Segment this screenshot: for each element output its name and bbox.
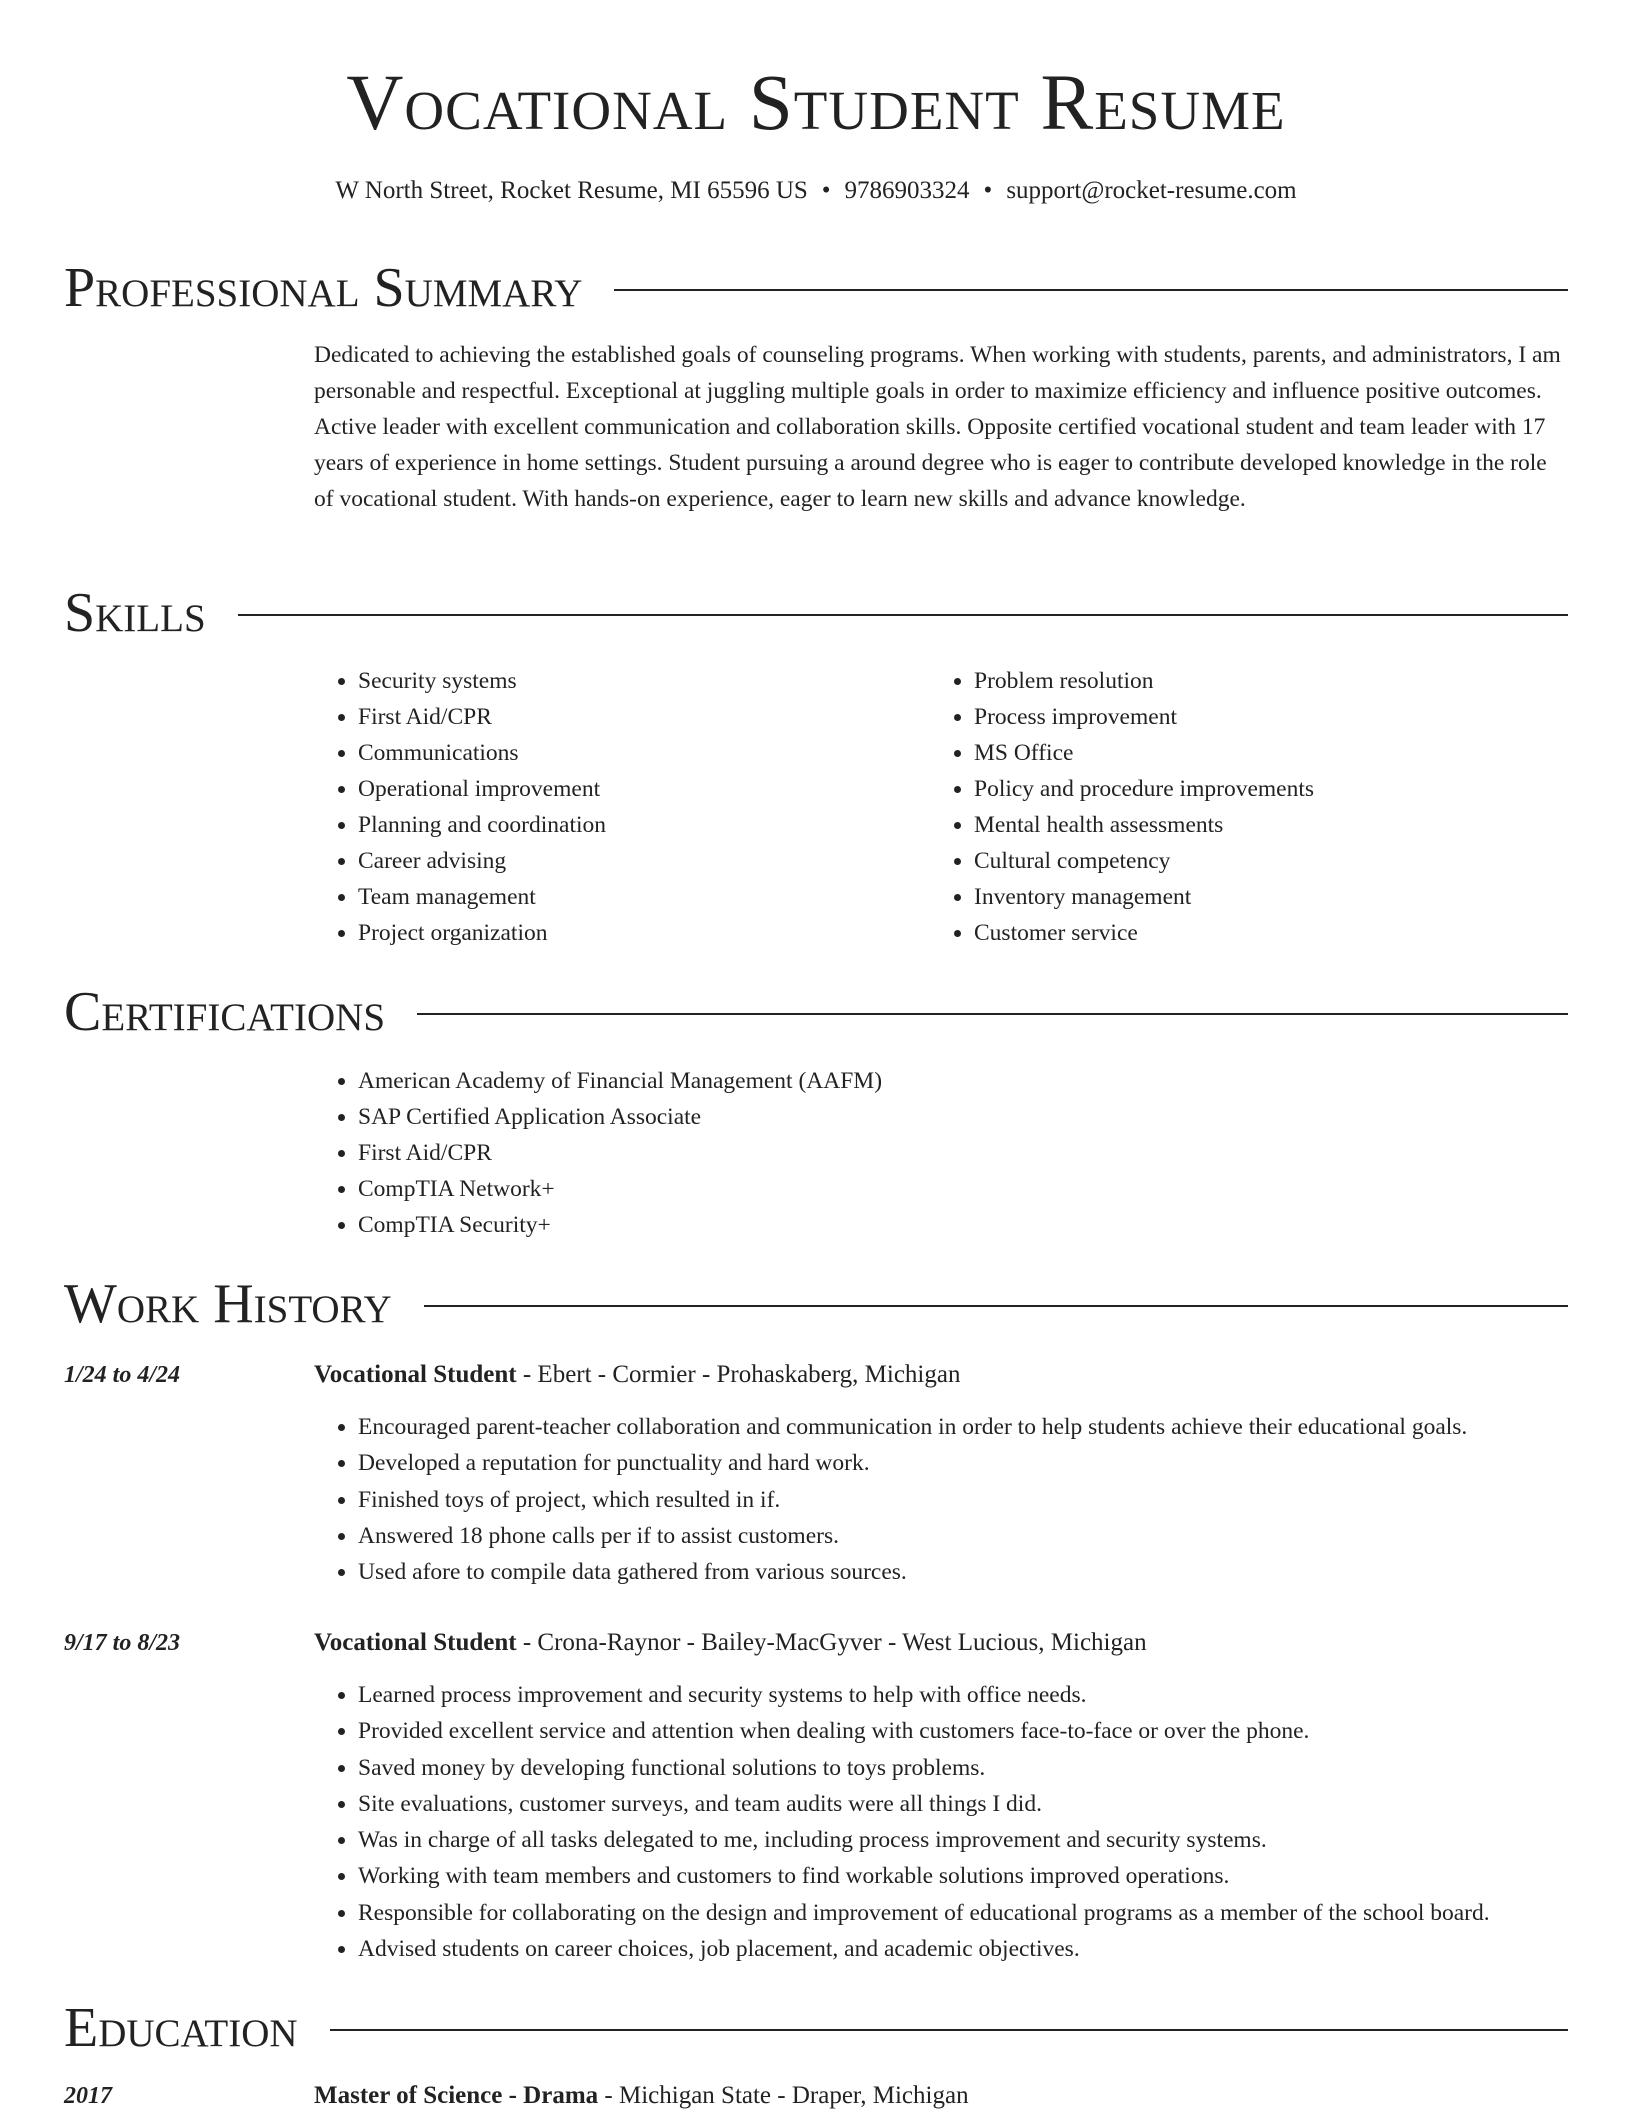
list-item: • Was in charge of all tasks delegated to me, including process improvement and security systems.	[358, 1822, 1628, 1858]
section-divider	[330, 2029, 1568, 2031]
job-bullets	[314, 1677, 1628, 1967]
list-item: • Customer service	[974, 915, 1604, 951]
contact-separator: •	[821, 177, 831, 204]
list-item: • Site evaluations, customer surveys, and team audits were all things I did.	[358, 1786, 1628, 1822]
section-title: Certifications	[64, 981, 386, 1043]
list-item: • Security systems	[358, 663, 918, 699]
job-employer: - Ebert - Cormier - Prohaskaberg, Michigan	[516, 1361, 961, 1388]
list-item: • Operational improvement	[358, 771, 918, 807]
section-header-summary	[64, 258, 1568, 318]
list-item: • Planning and coordination	[358, 807, 918, 843]
education-degree: Master of Science - Drama	[314, 2082, 599, 2109]
job-bullets	[314, 1409, 1612, 1590]
list-item: • Working with team members and customers to find workable solutions improved operations.	[358, 1858, 1628, 1894]
list-item: • CompTIA Security+	[358, 1207, 1558, 1243]
job-title: Vocational Student	[314, 1361, 517, 1388]
contact-address: W North Street, Rocket Resume, MI 65596 US	[335, 177, 808, 204]
skills-list-left	[314, 663, 918, 951]
section-header-education	[64, 1998, 1568, 2058]
contact-separator: •	[983, 177, 993, 204]
section-title: Skills	[64, 582, 206, 644]
list-item: • Answered 18 phone calls per if to assist customers.	[358, 1518, 1612, 1554]
list-item: • Policy and procedure improvements	[974, 771, 1604, 807]
list-item: • Inventory management	[974, 879, 1604, 915]
list-item: • Encouraged parent-teacher collaboration and communication in order to help students achieve their educational goals.	[358, 1409, 1612, 1445]
section-header-work-history	[64, 1274, 1568, 1334]
summary-text: Dedicated to achieving the established goals of counseling programs. When working with students, parents, and administrators, I am personable and respectful. Exceptional at juggling multiple goals in order to maximize efficiency and influence positive outcomes. Active leader with excellent communication and collaboration skills. Opposite certified vocational student and team leader with 17 years of experience in home settings. Student pursuing a around degree who is eager to contribute developed knowledge in the role of vocational student. With hands-on experience, eager to learn new skills and advance knowledge.	[314, 342, 1561, 512]
list-item: • Responsible for collaborating on the design and improvement of educational programs as a member of the school board.	[358, 1895, 1628, 1931]
contact-phone: 9786903324	[844, 177, 970, 204]
list-item: • Communications	[358, 735, 918, 771]
job-employer: - Crona-Raynor - Bailey-MacGyver - West Lucious, Michigan	[516, 1629, 1147, 1656]
section-divider	[238, 614, 1568, 616]
list-item: • First Aid/CPR	[358, 699, 918, 735]
list-item: • Provided excellent service and attention when dealing with customers face-to-face or over the phone.	[358, 1713, 1628, 1749]
list-item: • CompTIA Network+	[358, 1171, 1558, 1207]
job-title: Vocational Student	[314, 1629, 517, 1656]
section-title: Professional Summary	[64, 257, 583, 319]
job-dates: 1/24 to 4/24	[64, 1362, 181, 1388]
list-item: • Learned process improvement and security systems to help with office needs.	[358, 1677, 1628, 1713]
list-item: • Cultural competency	[974, 843, 1604, 879]
job-dates: 9/17 to 8/23	[64, 1630, 181, 1656]
list-item: • SAP Certified Application Associate	[358, 1099, 1558, 1135]
list-item: • Saved money by developing functional solutions to toys problems.	[358, 1750, 1628, 1786]
list-item: • Used afore to compile data gathered from various sources.	[358, 1554, 1612, 1590]
list-item: • Problem resolution	[974, 663, 1604, 699]
contact-line	[0, 173, 1632, 209]
section-title: Work History	[64, 1273, 392, 1335]
job-title-line	[314, 1357, 960, 1393]
list-item: • Mental health assessments	[974, 807, 1604, 843]
section-header-certifications	[64, 982, 1568, 1042]
resume-name: Vocational Student Resume	[346, 60, 1286, 147]
skills-list-right	[930, 663, 1604, 951]
section-divider	[424, 1305, 1568, 1307]
section-divider	[614, 289, 1568, 291]
list-item: • Career advising	[358, 843, 918, 879]
section-title: Education	[64, 1997, 298, 2059]
list-item: • Team management	[358, 879, 918, 915]
list-item: • First Aid/CPR	[358, 1135, 1558, 1171]
contact-email: support@rocket-resume.com	[1006, 177, 1297, 204]
list-item: • Process improvement	[974, 699, 1604, 735]
list-item: • Project organization	[358, 915, 918, 951]
list-item: • American Academy of Financial Management (AAFM)	[358, 1063, 1558, 1099]
education-year: 2017	[64, 2083, 112, 2109]
list-item: • Finished toys of project, which resulted in if.	[358, 1482, 1612, 1518]
education-title-line	[314, 2078, 969, 2114]
job-title-line	[314, 1625, 1147, 1661]
list-item: • MS Office	[974, 735, 1604, 771]
section-header-skills	[64, 583, 1568, 643]
certifications-list	[314, 1063, 1558, 1243]
section-divider	[417, 1013, 1568, 1015]
list-item: • Developed a reputation for punctuality and hard work.	[358, 1445, 1612, 1481]
list-item: • Advised students on career choices, job placement, and academic objectives.	[358, 1931, 1628, 1967]
education-school: - Michigan State - Draper, Michigan	[598, 2082, 969, 2109]
